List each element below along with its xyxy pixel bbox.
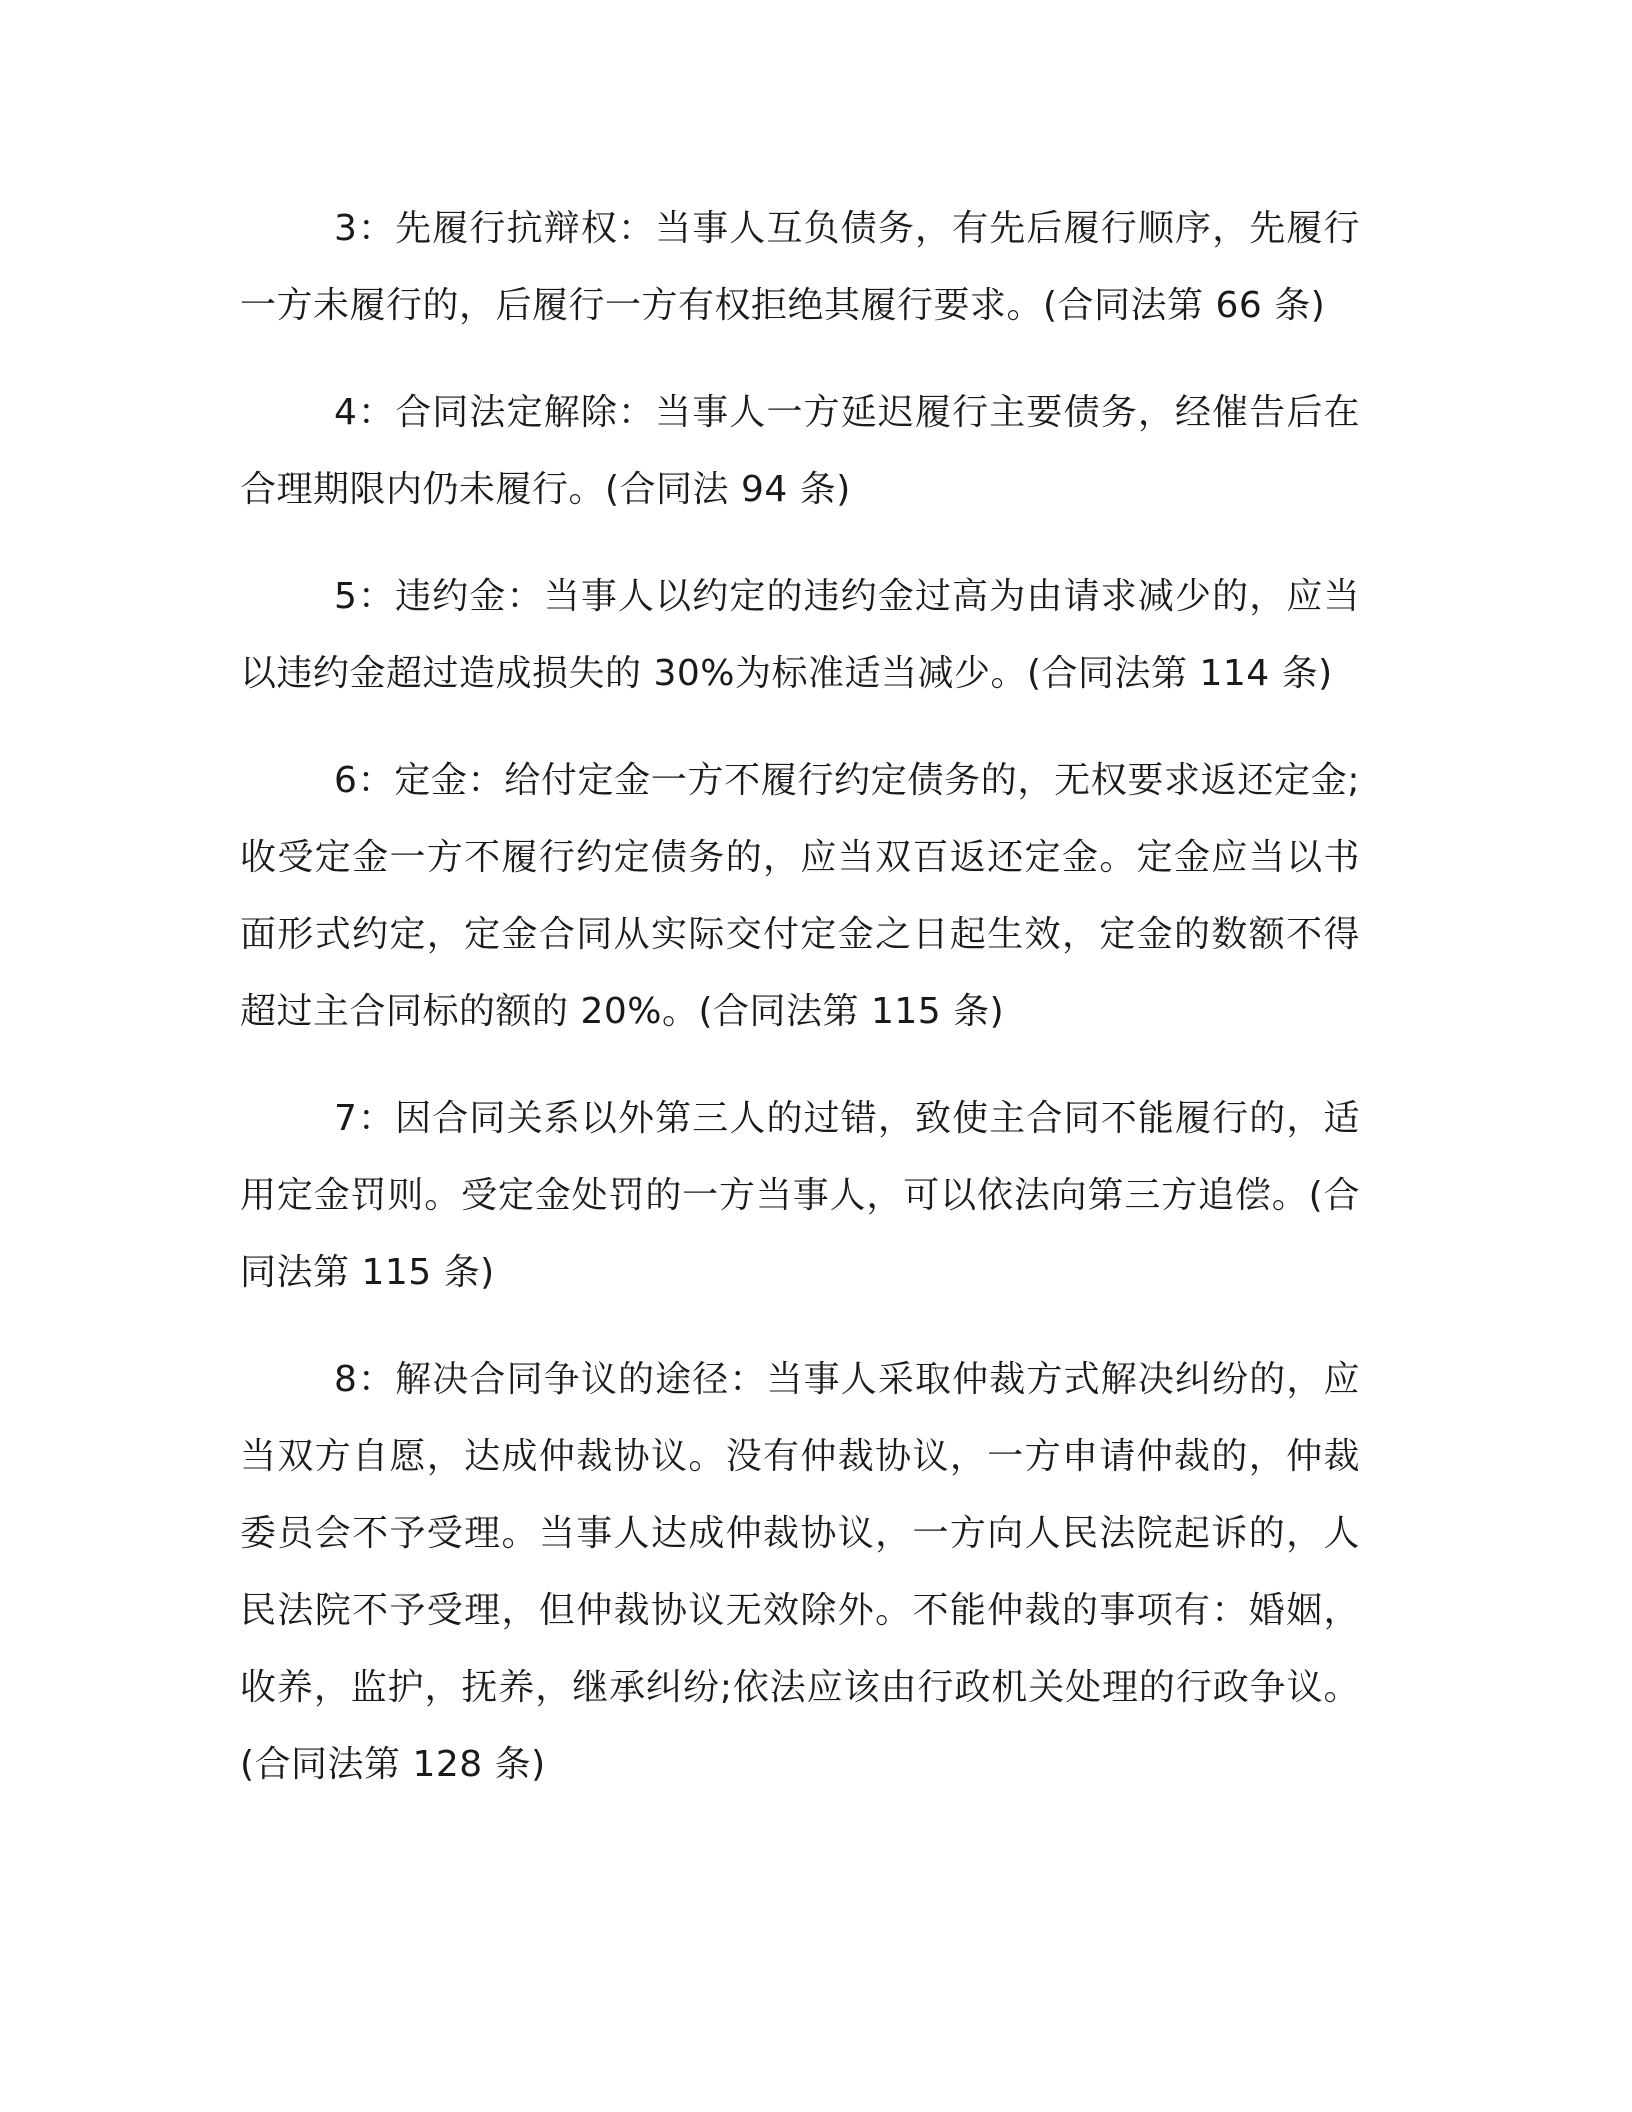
paragraph-item-3: 3：先履行抗辩权：当事人互负债务，有先后履行顺序，先履行一方未履行的，后履行一方有权拒绝其履行要求。(合同法第 66 条) bbox=[240, 208, 1360, 326]
paragraph-item-5: 5：违约金：当事人以约定的违约金过高为由请求减少的，应当以违约金超过造成损失的 30%为标准适当减少。(合同法第 114 条) bbox=[240, 576, 1360, 694]
paragraph-item-7: 7：因合同关系以外第三人的过错，致使主合同不能履行的，适用定金罚则。受定金处罚的一方当事人，可以依法向第三方追偿。(合同法第 115 条) bbox=[240, 1098, 1360, 1293]
paragraph-item-8: 8：解决合同争议的途径：当事人采取仲裁方式解决纠纷的，应当双方自愿，达成仲裁协议。没有仲裁协议，一方申请仲裁的，仲裁委员会不予受理。当事人达成仲裁协议，一方向人民法院起诉的，人民法院不予受理，但仲裁协议无效除外。不能仲裁的事项有：婚姻，收养，监护，抚养，继承纠纷;依法应该由行政机关处理的行政争议。(合同法第 128 条) bbox=[240, 1359, 1360, 1785]
paragraph-item-4: 4：合同法定解除：当事人一方延迟履行主要债务，经催告后在合理期限内仍未履行。(合同法 94 条) bbox=[240, 392, 1360, 510]
paragraph-item-6: 6：定金：给付定金一方不履行约定债务的，无权要求返还定金;收受定金一方不履行约定债务的，应当双百返还定金。定金应当以书面形式约定，定金合同从实际交付定金之日起生效，定金的数额不得超过主合同标的额的 20%。(合同法第 115 条) bbox=[240, 760, 1360, 1032]
document-body bbox=[240, 190, 1360, 1833]
